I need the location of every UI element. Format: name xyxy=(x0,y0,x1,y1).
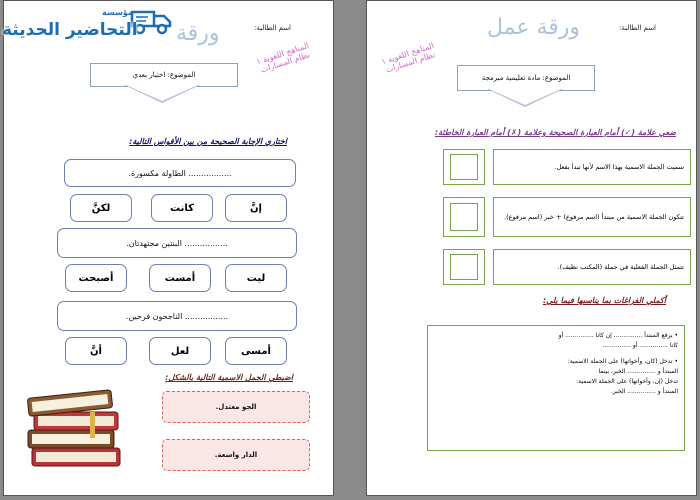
watermark-text: المناهج اللغوية ١ نظام المسارات xyxy=(380,40,437,75)
section-heading-fill-blanks: أكملي الفراغات بما يناسبها فيما يلي: xyxy=(542,296,666,305)
q2-option-3[interactable]: أصبحت xyxy=(65,264,127,292)
fill-line-2: كانا ............... أو ............... xyxy=(602,342,678,349)
q2-option-1[interactable]: ليت xyxy=(225,264,287,292)
q1-option-2[interactable]: كانت xyxy=(151,194,213,222)
fill-line-5: تدخل (إن، وأخواتها) على الجملة الاسمية: xyxy=(576,378,678,385)
worksheet-page-left xyxy=(3,0,334,496)
worksheet-page-right xyxy=(366,0,697,496)
statement-2: تتكون الجملة الاسمية من مبتدأ (اسم مرفوع) + خبر (اسم مرفوع). xyxy=(493,197,691,237)
statement-1: سميت الجملة الاسمية بهذا الاسم لأنها تبدأ بفعل. xyxy=(493,149,691,185)
q3-option-3[interactable]: أنَّ xyxy=(65,337,127,365)
answer-box-1[interactable] xyxy=(443,149,485,185)
sentence-box-1: الجو معتدل. xyxy=(162,391,310,423)
q1-option-1[interactable]: إنَّ xyxy=(225,194,287,222)
topic-text: الموضوع: مادة تعليمية مبرمجة xyxy=(481,74,571,82)
section-heading-true-false: ضعي علامة (✓) أمام العبارة الصحيحة وعلامة (✗) أمام العبارة الخاطئة: xyxy=(434,128,676,137)
worksheet-title: ورقة xyxy=(176,21,220,46)
topic-box xyxy=(90,63,238,87)
q1-option-3[interactable]: لكنَّ xyxy=(70,194,132,222)
q3-option-1[interactable]: أمسى xyxy=(225,337,287,365)
site-logo xyxy=(0,4,180,46)
logo-prefix: مؤسسة xyxy=(102,8,133,17)
fill-line-4: المبتدأ و ............... الخبر، بينما xyxy=(598,368,678,375)
statement-3: تتمثل الجملة الفعلية في جملة (المكتب نظيف). xyxy=(493,249,691,285)
watermark-text: المناهج اللغوية ١ نظام المسارات xyxy=(255,40,312,75)
question-2: ................. البنتين مجتهدتان. xyxy=(57,228,297,258)
student-name-label: اسم الطالبة: xyxy=(619,24,657,32)
answer-box-3[interactable] xyxy=(443,249,485,285)
section-heading-vowelize: اضبطي الجمل الاسمية التالية بالشكل: xyxy=(165,373,293,382)
fill-blanks-box xyxy=(427,325,685,451)
q3-option-2[interactable]: لعل xyxy=(149,337,211,365)
topic-text: الموضوع: اختبار بعدي xyxy=(132,71,196,79)
logo-name: التحاضير الحديثة xyxy=(2,20,138,40)
fill-line-6: المبتدأ و ............... الخبر. xyxy=(610,388,678,395)
topic-arrow-inner xyxy=(489,89,561,105)
books-illustration xyxy=(24,386,129,476)
worksheet-title: ورقة عمل xyxy=(487,15,581,40)
fill-line-1: • يرفع المبتدأ ............... إن كانا ............... أو xyxy=(558,332,678,339)
topic-box xyxy=(457,65,595,91)
answer-box-2[interactable] xyxy=(443,197,485,237)
question-3: ................. الناجحون فرحين. xyxy=(57,301,297,331)
q2-option-2[interactable]: أمست xyxy=(149,264,211,292)
section-heading-choose: اختاري الإجابة الصحيحة من بين الأقواس التالية: xyxy=(129,137,287,146)
fill-line-3: • تدخل (كان، وأخواتها) على الجملة الاسمية: xyxy=(567,358,678,365)
question-1: ................. الطاولة مكسورة. xyxy=(64,159,296,187)
topic-arrow-inner xyxy=(126,85,198,101)
student-name-label: اسم الطالبة: xyxy=(254,24,292,32)
sentence-box-2: الدار واسعة. xyxy=(162,439,310,471)
